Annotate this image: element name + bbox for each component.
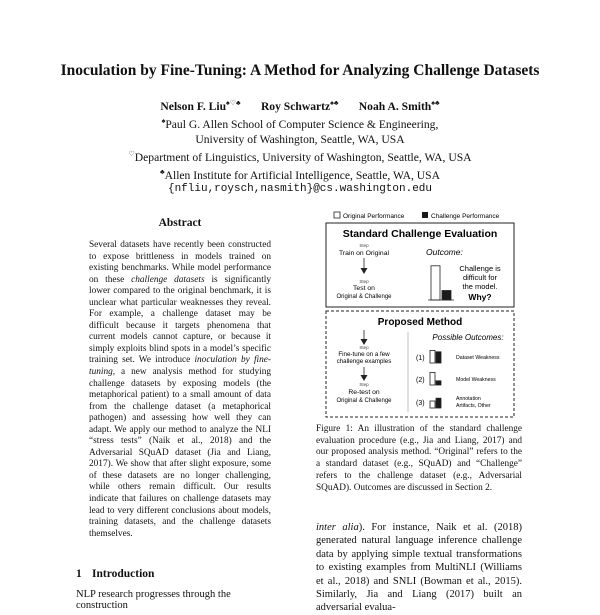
abstract-heading: Abstract xyxy=(158,217,202,229)
train-original-label: Train on Original xyxy=(339,250,389,257)
affiliation xyxy=(0,165,600,183)
affiliation-text: Department of Linguistics, University of Washington, Seattle, WA, USA xyxy=(134,150,472,164)
abstract-part: , a new analysis method for studying challenge datasets by exposing models (the metaphorical patient) to a small amount of data from the challenge dataset (a metaphorical pathogen) and assessing how well they can adapt. We apply our method to analyze the NLI “stress tests” (Naik et al., 2018) and the Adversarial SQuAD dataset (Jia and Liang, 2017). We show that after slight exposure, some of these datasets are no longer challenging, while others remain difficult. Our results indicate that failures on challenge datasets may lead to very different conclusions about models, training datasets, and the challenge datasets themselves. xyxy=(89,367,271,539)
proposed-method-title: Proposed Method xyxy=(377,317,463,328)
outcome-label: Outcome: xyxy=(426,247,463,257)
body-text-right xyxy=(316,521,522,615)
arrow-head xyxy=(361,268,368,274)
mini-bar-original xyxy=(430,401,435,408)
author-names xyxy=(0,96,600,114)
section-number: 1 xyxy=(76,568,82,580)
mini-bar-original xyxy=(430,350,435,363)
proposed-outcome-bars xyxy=(430,350,441,408)
figure-diagram xyxy=(316,208,522,420)
figure-caption: Figure 1: An illustration of the standard challenge evaluation procedure (e.g., Jia and Liang, 2017) and our proposed analysis method. “Original” refers to the a standard dataset (e.g., SQuAD) and “Challenge” refers to the challenge dataset (e.g., Adversarial SQuAD). Outcomes are discussed in Section 2. xyxy=(316,424,522,493)
legend-challenge-swatch xyxy=(422,212,428,218)
bar-original xyxy=(431,266,440,300)
legend-original-swatch xyxy=(334,212,340,218)
outcome-text: the model. xyxy=(462,282,498,291)
body-emphasis: inter alia xyxy=(316,522,359,533)
abstract-part: Several datasets have recently been constructed to expose brittleness in models trained on existing benchmarks. While model performance on these xyxy=(89,240,271,285)
outcome-dataset-weakness: Dataset Weakness xyxy=(456,355,500,361)
possible-outcomes-label: Possible Outcomes: xyxy=(432,333,504,342)
outcome-why: Why? xyxy=(468,292,492,302)
outcome-text: difficult for xyxy=(462,273,498,282)
outcome-number: (3) xyxy=(416,400,425,407)
test-on-label: Test on xyxy=(353,285,375,292)
author-name: Roy Schwartz xyxy=(260,99,331,113)
body-text-left: NLP research progresses through the construction xyxy=(76,589,231,611)
author-marks: ♠♣ xyxy=(330,99,339,107)
abstract-text xyxy=(89,240,271,540)
outcome-text: Challenge is xyxy=(459,264,501,273)
affiliation-text: University of Washington, Seattle, WA, USA xyxy=(195,132,405,146)
original-challenge-label: Original & Challenge xyxy=(336,294,392,300)
outcome-annotation-artifacts: Artifacts, Other xyxy=(456,403,491,409)
outcome-number: (2) xyxy=(416,377,425,384)
retest-label: Re-test on xyxy=(348,389,380,396)
affiliation xyxy=(0,147,600,165)
mini-bar-original xyxy=(430,372,435,385)
affiliation-mark: ♠ xyxy=(161,116,166,125)
abstract-part: is significantly lower compared to the original benchmark, it is unclear what particular weaknesses they reveal. For example, a challenge dataset may be difficult because it targets phenomena that current models cannot capture, or because it simply exploits blind spots in a model’s specific training set. We introduce xyxy=(89,274,272,366)
step-label: Step xyxy=(359,345,369,350)
finetune-label: challenge examples xyxy=(336,358,392,365)
standard-outcome-bars xyxy=(428,266,454,300)
author-email[interactable]: {nfliu,roysch,nasmith}@cs.washington.edu xyxy=(167,183,433,196)
author-marks: ♠♣ xyxy=(431,99,440,107)
paper-title: Inoculation by Fine-Tuning: A Method for Analyzing Challenge Datasets xyxy=(60,62,540,79)
affiliation xyxy=(0,114,600,132)
retest-label: Original & Challenge xyxy=(336,398,392,404)
figure-1 xyxy=(316,208,522,420)
mini-bar-challenge xyxy=(436,398,441,408)
mini-bar-challenge xyxy=(436,381,441,385)
outcome-model-weakness: Model Weakness xyxy=(456,377,496,383)
arrow-head xyxy=(361,375,368,381)
affiliation-text: Allen Institute for Artificial Intelligence, Seattle, WA, USA xyxy=(164,168,440,182)
author-block xyxy=(0,96,600,197)
mini-bar-challenge xyxy=(436,352,441,363)
affiliation-mark: ♣ xyxy=(160,167,165,176)
body-text: ). For instance, Naik et al. (2018) generated natural language inference challenge data by applying simple textual transformations to existing examples from MultiNLI (Williams et al., 2018) and SNLI (Bowman et al., 2015). Similarly, Jia and Liang (2017) built an adversarial evalua- xyxy=(316,522,523,614)
author-name: Nelson F. Liu xyxy=(160,99,227,113)
bar-challenge xyxy=(442,291,451,301)
affiliation-mark: ♡ xyxy=(128,149,135,158)
author-name: Noah A. Smith xyxy=(358,99,432,113)
affiliation-text: Paul G. Allen School of Computer Science & Engineering, xyxy=(165,117,439,131)
finetune-label: Fine-tune on a few xyxy=(338,351,390,358)
outcome-annotation-artifacts: Annotation xyxy=(456,396,481,402)
standard-eval-title: Standard Challenge Evaluation xyxy=(342,228,498,240)
legend-challenge-label: Challenge Performance xyxy=(431,213,500,220)
author-marks: ♠♡♣ xyxy=(226,99,241,107)
legend-original-label: Original Performance xyxy=(343,213,405,220)
step-label: Step xyxy=(359,243,369,248)
outcome-number: (1) xyxy=(416,355,425,362)
section-title: Introduction xyxy=(92,568,155,580)
step-label: Step xyxy=(359,382,369,387)
abstract-emphasis: challenge datasets xyxy=(131,274,205,285)
section-heading xyxy=(76,568,154,580)
affiliation xyxy=(0,132,600,147)
step-label: Step xyxy=(359,279,369,284)
abstract-emphasis: inoculation by fine-tuning xyxy=(89,355,272,378)
